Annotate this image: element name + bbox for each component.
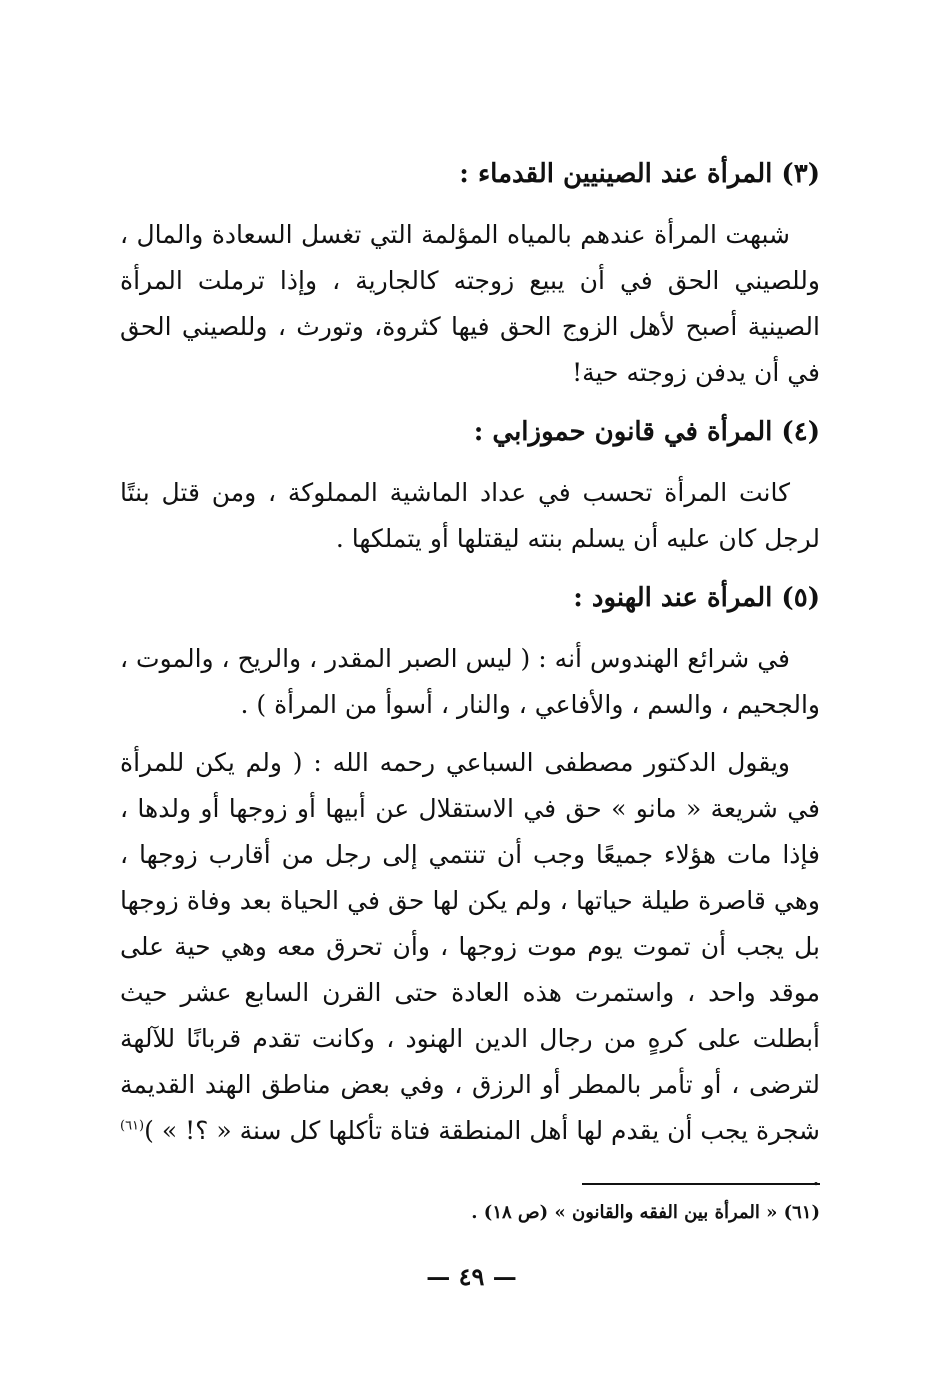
paragraph-hammurabi [120,470,820,562]
section-heading-hammurabi: (٤) المرأة في قانون حموزابي : [473,417,820,447]
paragraph-quote [120,740,820,1200]
footnote-reference: (٦١) [120,1118,145,1134]
section-heading-chinese: (٣) المرأة عند الصينيين القدماء : [459,159,820,189]
paragraph-text: ويقول الدكتور مصطفى السباعي رحمه الله : ( ولم يكن للمرأة في شريعة « مانو » حق في الاستقلال عن أبيها أو زوجها أو ولدها ، فإذا مات هؤلاء جميعًا وجب أن تنتمي إلى رجل من أقارب زوجها ، وهي قاصرة طيلة حياتها ، ولم يكن لها حق في الحياة بعد وفاة زوجها بل يجب أن تموت يوم موت زوجها ، وأن تحرق معه وهي حية على موقد واحد ، واستمرت هذه العادة حتى القرن السابع عشر حيث أبطلت على كرهٍ من رجال الدين الهنود ، وكانت تقدم قربانًا للآلهة لترضى ، أو تأمر بالمطر أو الرزق ، وفي بعض مناطق الهند القديمة شجرة يجب أن يقدم لها أهل المنطقة فتاة تأكلها كل سنة « ؟! » ) [120,748,820,1145]
paragraph-end: . [812,1162,820,1191]
paragraph-text: شبهت المرأة عندهم بالمياه المؤلمة التي تغسل السعادة والمال ، وللصيني الحق في أن يبيع زوجته كالجارية ، وإذا ترملت المرأة الصينية أصبح لأهل الزوج الحق فيها كثروة، وتورث ، وللصيني الحق في أن يدفن زوجته حية! [120,220,820,387]
footnote-divider [582,1183,820,1185]
paragraph-chinese [120,212,820,396]
section-heading-indians: (٥) المرأة عند الهنود : [573,583,820,613]
paragraph-text: في شرائع الهندوس أنه : ( ليس الصبر المقدر ، والريح ، والموت ، والجحيم ، والسم ، والأفاعي ، والنار ، أسوأ من المرأة ) . [120,644,820,719]
footnote: (٦١) « المرأة بين الفقه والقانون » (ص ١٨) . [471,1202,820,1223]
page-number: — ٤٩ — [426,1262,517,1291]
paragraph-text: كانت المرأة تحسب في عداد الماشية المملوكة ، ومن قتل بنتًا لرجل كان عليه أن يسلم بنته ليقتلها أو يتملكها . [120,478,820,553]
paragraph-sibai-quote [120,740,820,1200]
paragraph-hindu-laws [120,636,820,728]
page-body [120,150,820,1212]
